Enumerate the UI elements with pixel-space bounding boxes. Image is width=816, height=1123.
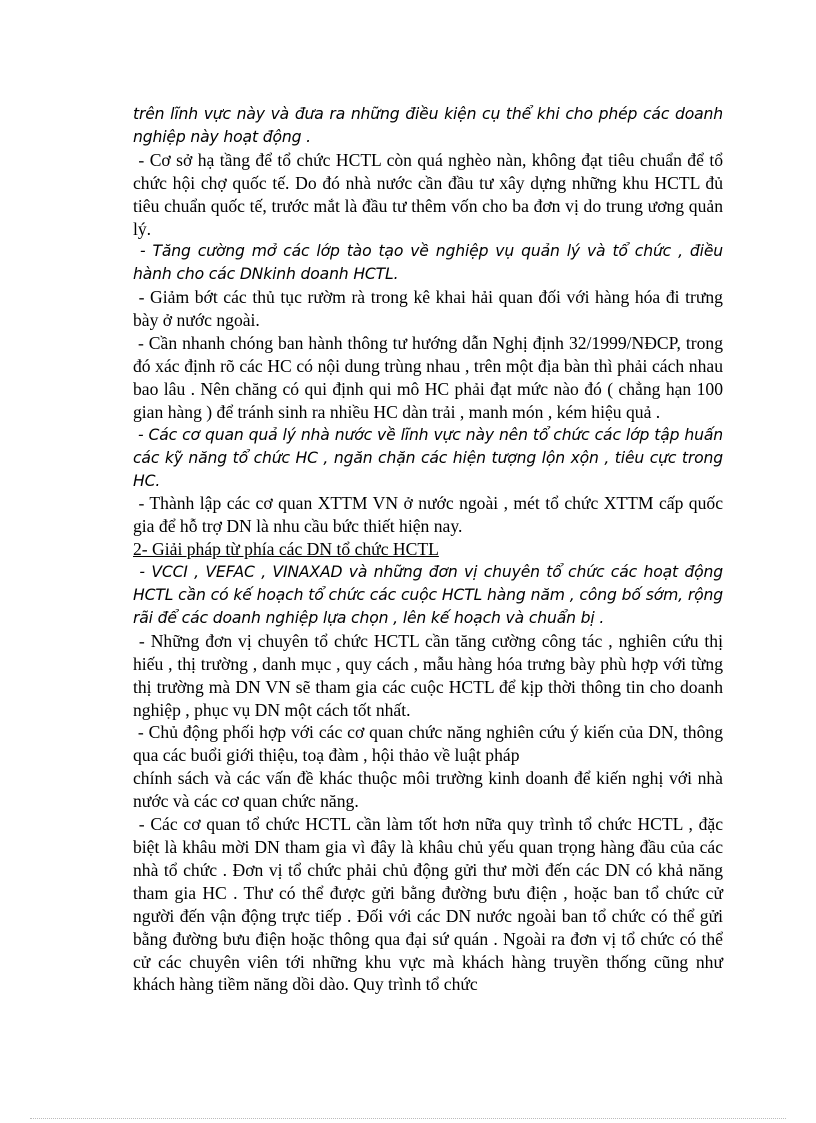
paragraph: - Giảm bớt các thủ tục rườm rà trong kê khai hải quan đối với hàng hóa đi trưng bày ở nước ngoài.: [133, 287, 728, 331]
paragraph: - Những đơn vị chuyên tổ chức HCTL cần tăng cường công tác , nghiên cứu thị hiếu , thị trường , danh mục , quy cách , mẫu hàng hóa trưng bày phù hợp với từng thị trường mà DN VN sẽ tham gia các cuộc HCTL để kịp thời thông tin cho doanh nghiệp , phục vụ DN một cách tốt nhất.: [133, 630, 728, 720]
paragraph: chính sách và các vấn đề khác thuộc môi trường kinh doanh để kiến nghị với nhà nước và các cơ quan chức năng.: [133, 768, 728, 812]
paragraph: - Cần nhanh chóng ban hành thông tư hướng dẫn Nghị định 32/1999/NĐCP, trong đó xác định rõ các HC có nội dung trùng nhau , trên một địa bàn thì phải cách nhau bao lâu . Nên chăng có qui định qui mô HC phải đạt mức nào đó ( chẳng hạn 100 gian hàng ) để tránh sinh ra nhiều HC dàn trải , manh món , kém hiệu quả .: [133, 333, 728, 422]
paragraph: - Cơ sở hạ tầng để tổ chức HCTL còn quá nghèo nàn, không đạt tiêu chuẩn để tổ chức hội chợ quốc tế. Do đó nhà nước cần đầu tư xây dựng những khu HCTL đủ tiêu chuẩn quốc tế, trước mắt là đầu tư thêm vốn cho ba đơn vị do trung ương quản lý.: [133, 149, 728, 239]
section-heading: 2- Giải pháp từ phía các DN tổ chức HCTL: [133, 539, 439, 560]
page-bottom-divider: [30, 1118, 786, 1119]
paragraph: - Các cơ quan tổ chức HCTL cần làm tốt hơn nữa quy trình tổ chức HCTL , đặc biệt là khâu mời DN tham gia vì đây là khâu chủ yếu quan trọng hàng đầu của các nhà tổ chức . Đơn vị tổ chức phải chủ động gửi thư mời đến các DN có khả năng tham gia HC . Thư có thể được gửi bằng đường bưu điện , hoặc ban tổ chức cử người đến vận động trực tiếp . Đối với các DN nước ngoài ban tổ chức có thể gửi bằng đường bưu điện hoặc thông qua đại sứ quán . Ngoài ra đơn vị tổ chức có thể cử các chuyên viên tới những khu vực mà khách hàng truyền thống cũng như khách hàng tiềm năng dồi dào. Quy trình tổ chức: [133, 814, 728, 995]
paragraph: - Chủ động phối hợp với các cơ quan chức năng nghiên cứu ý kiến của DN, thông qua các buổi giới thiệu, toạ đàm , hội thảo về luật pháp: [133, 722, 728, 766]
paragraph: - Các cơ quan quả lý nhà nước về lĩnh vực này nên tổ chức các lớp tập huấn các kỹ năng tổ chức HC , ngăn chặn các hiện tượng lộn xộn , tiêu cực trong HC.: [133, 425, 728, 490]
paragraph: - Thành lập các cơ quan XTTM VN ở nước ngoài , mét tổ chức XTTM cấp quốc gia để hỗ trợ DN là nhu cầu bức thiết hiện nay.: [133, 493, 728, 537]
document-body: [133, 103, 728, 996]
paragraph: - Tăng cường mở các lớp tào tạo về nghiệp vụ quản lý và tổ chức , điều hành cho các DNkinh doanh HCTL.: [133, 242, 728, 284]
paragraph: - VCCI , VEFAC , VINAXAD và những đơn vị chuyên tổ chức các hoạt động HCTL cần có kế hoạch tổ chức các cuộc HCTL hàng năm , công bố sớm, rộng rãi để các doanh nghiệp lựa chọn , lên kế hoạch và chuẩn bị .: [133, 563, 728, 627]
paragraph: trên lĩnh vực này và đưa ra những điều kiện cụ thể khi cho phép các doanh nghiệp này hoạt động .: [133, 105, 728, 146]
